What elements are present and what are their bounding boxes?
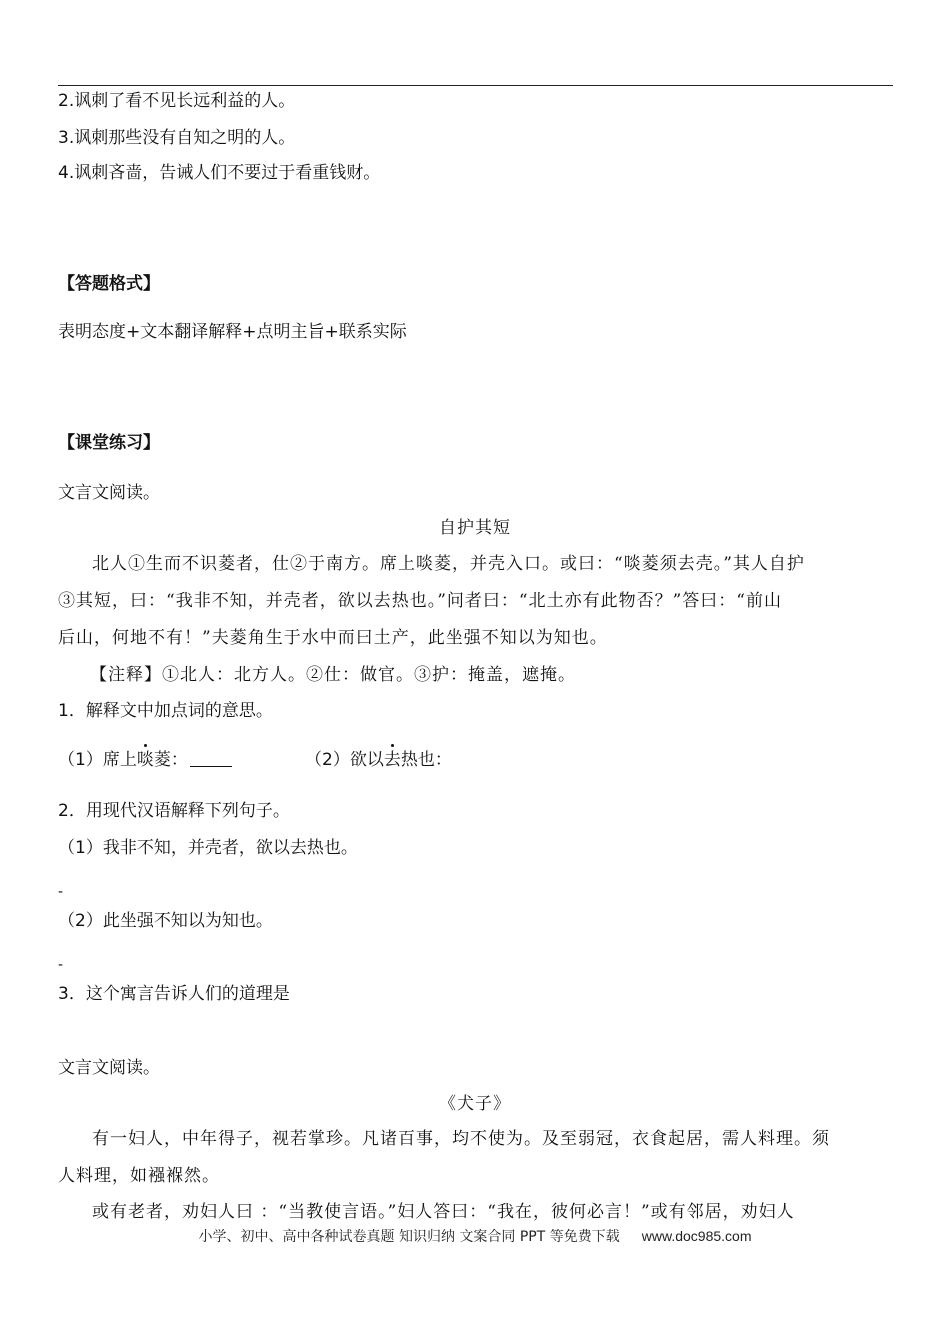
- question-3-stem: 3．这个寓言告诉人们的道理是: [58, 984, 290, 1004]
- passage1-note: 【注释】①北人：北方人。②仕：做官。③护：掩盖，遮掩。: [90, 665, 576, 685]
- answer-dash-1: -: [58, 884, 64, 900]
- question-2-sentence-1: （1）我非不知，并壳者，欲以去热也。: [58, 838, 358, 858]
- passage2-line-1: 有一妇人，中年得子，视若掌珍。凡诸百事，均不使为。及至弱冠，衣食起居，需人料理。须: [92, 1129, 830, 1149]
- emphasis-dot-char: 啖: [136, 750, 154, 770]
- answer-format-text: 表明态度+文本翻译解释+点明主旨+联系实际: [58, 322, 407, 342]
- passage1-line-2: ③其短，曰：“我非不知，并壳者，欲以去热也。”问者曰：“北土亦有此物否？”答曰：“前山: [58, 591, 782, 611]
- answer-format-heading: 【答题格式】: [58, 274, 160, 294]
- question-1-item-b: （2）欲以去热也：: [305, 750, 452, 770]
- question-1-item-a: （1）席上啖菱：: [58, 748, 232, 772]
- practice-heading: 【课堂练习】: [58, 433, 160, 453]
- emphasis-dot-char: 去: [383, 750, 401, 770]
- passage1-line-1: 北人①生而不识菱者，仕②于南方。席上啖菱，并壳入口。或曰：“啖菱须去壳。”其人自护: [92, 554, 805, 574]
- passage2-line-3: 或有老者，劝妇人曰 ：“当教使言语。”妇人答曰：“我在，彼何必言！”或有邻居，劝妇人: [92, 1202, 795, 1222]
- intro-item-3: 3.讽刺那些没有自知之明的人。: [58, 128, 296, 148]
- page-footer: [0, 1226, 950, 1246]
- question-2-sentence-2: （2）此坐强不知以为知也。: [58, 911, 273, 931]
- intro-item-2: 2.讽刺了看不见长远利益的人。: [58, 91, 296, 111]
- reading-label-2: 文言文阅读。: [58, 1058, 160, 1078]
- answer-dash-2: -: [58, 957, 64, 973]
- passage2-title: 《犬子》: [439, 1094, 511, 1114]
- reading-label-1: 文言文阅读。: [58, 483, 160, 503]
- header-rule: [58, 85, 893, 86]
- question-2-stem: 2．用现代汉语解释下列句子。: [58, 801, 290, 821]
- passage1-title: 自护其短: [439, 518, 511, 538]
- intro-item-4: 4.讽刺吝啬，告诫人们不要过于看重钱财。: [58, 163, 381, 183]
- question-1-stem: 1．解释文中加点词的意思。: [58, 701, 273, 721]
- passage2-line-2: 人料理，如襁褓然。: [58, 1166, 220, 1186]
- footer-url[interactable]: www.doc985.com: [641, 1228, 752, 1244]
- footer-text: 小学、初中、高中各种试卷真题 知识归纳 文案合同 PPT 等免费下载: [198, 1229, 620, 1245]
- answer-blank[interactable]: [190, 750, 232, 767]
- passage1-line-3: 后山，何地不有！”夫菱角生于水中而曰土产，此坐强不知以为知也。: [58, 628, 608, 648]
